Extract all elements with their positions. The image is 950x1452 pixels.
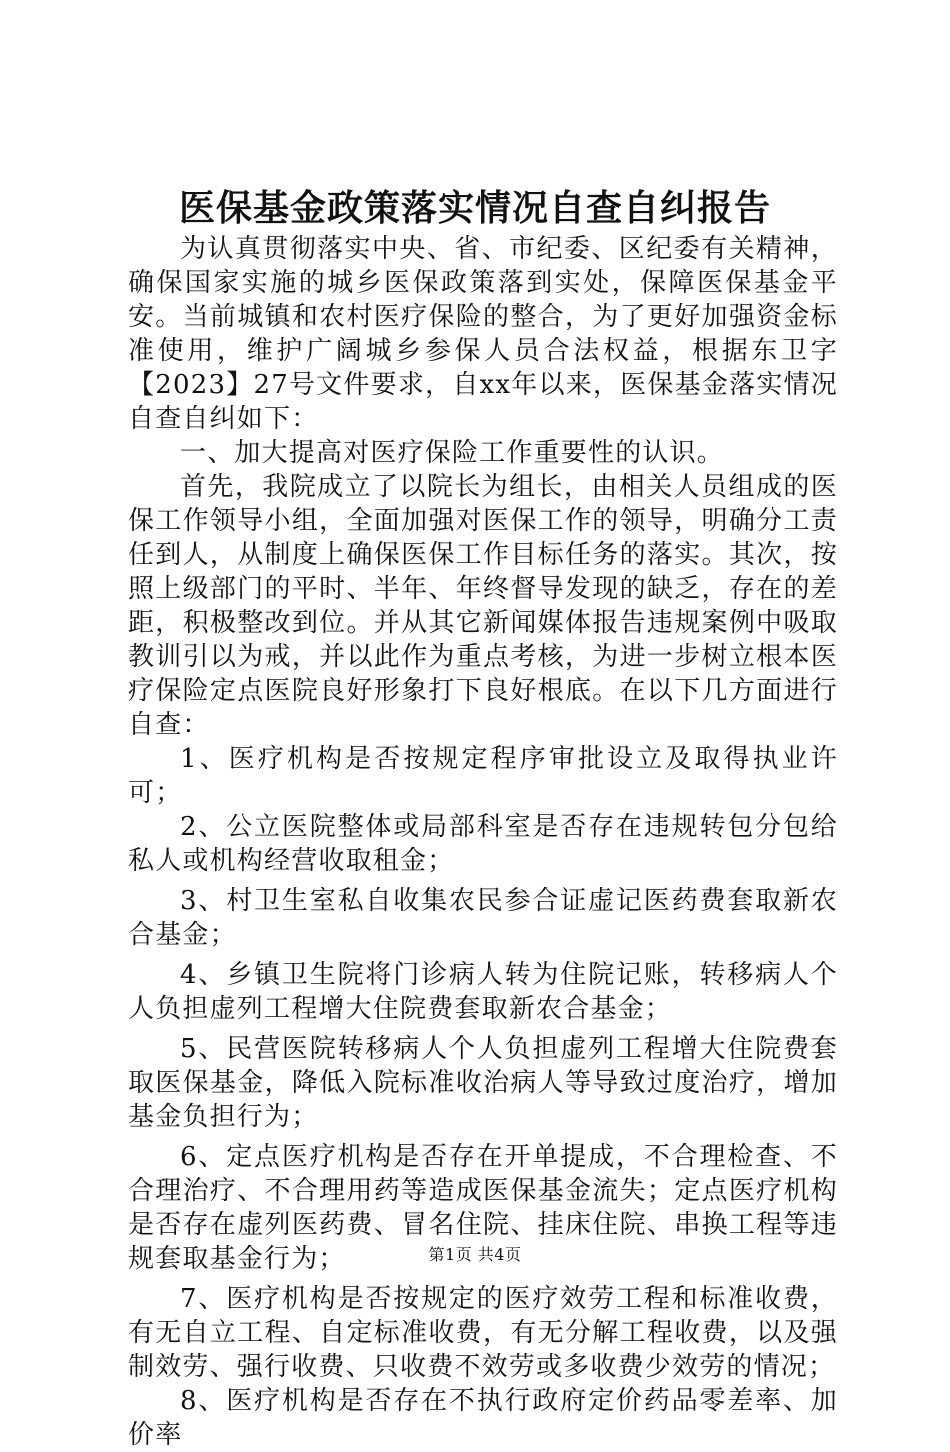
list-item-6: 6、定点医疗机构是否存在开单提成，不合理检查、不合理治疗、不合理用药等造成医保基金流失；定点医疗机构是否存在虚列医药费、冒名住院、挂床住院、串换工程等违规套取基金行为； <box>128 1142 838 1274</box>
section-heading-1: 一、加大提高对医疗保险工作重要性的认识。 <box>180 438 725 468</box>
list-item-8: 8、医疗机构是否存在不执行政府定价药品零差率、加价率 <box>128 1386 838 1450</box>
list-item-2: 2、公立医院整体或局部科室是否存在违规转包分包给私人或机构经营收取租金； <box>128 812 838 876</box>
list-item-1: 1、医疗机构是否按规定程序审批设立及取得执业许可； <box>128 744 838 808</box>
list-item-3: 3、村卫生室私自收集农民参合证虚记医药费套取新农合基金； <box>128 886 838 950</box>
paragraph-section-1: 首先，我院成立了以院长为组长，由相关人员组成的医保工作领导小组，全面加强对医保工作的领导，明确分工责任到人，从制度上确保医保工作目标任务的落实。其次，按照上级部门的平时、半年、年终督导发现的缺乏，存在的差距，积极整改到位。并从其它新闻媒体报告违规案例中吸取教训引以为戒，并以此作为重点考核，为进一步树立根本医疗保险定点医院良好形象打下良好根底。在以下几方面进行自查： <box>128 472 838 740</box>
paragraph-intro: 为认真贯彻落实中央、省、市纪委、区纪委有关精神，确保国家实施的城乡医保政策落到实处，保障医保基金平安。当前城镇和农村医疗保险的整合，为了更好加强资金标准使用，维护广阔城乡参保人员合法权益，根据东卫字【2023】27号文件要求，自xx年以来，医保基金落实情况自查自纠如下： <box>128 234 838 434</box>
document-title: 医保基金政策落实情况自查自纠报告 <box>178 187 771 229</box>
page-number-footer: 第1页 共4页 <box>428 1245 522 1264</box>
list-item-7: 7、医疗机构是否按规定的医疗效劳工程和标准收费，有无自立工程、自定标准收费，有无分解工程收费，以及强制效劳、强行收费、只收费不效劳或多收费少效劳的情况； <box>128 1284 838 1382</box>
document-body <box>128 232 838 1452</box>
list-item-4: 4、乡镇卫生院将门诊病人转为住院记账，转移病人个人负担虚列工程增大住院费套取新农合基金； <box>128 960 838 1024</box>
list-item-5: 5、民营医院转移病人个人负担虚列工程增大住院费套取医保基金，降低入院标准收治病人等导致过度治疗，增加基金负担行为； <box>128 1034 838 1132</box>
